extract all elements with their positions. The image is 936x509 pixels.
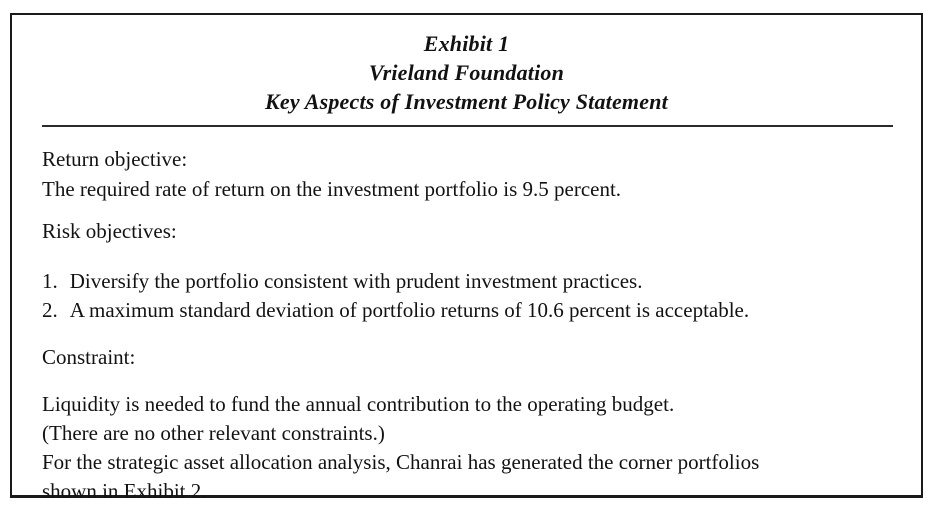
exhibit-title-line-2: Vrieland Foundation (368, 60, 565, 85)
exhibit-title-line-1: Exhibit 1 (423, 31, 510, 56)
constraint-heading: Constraint: (42, 345, 136, 369)
list-item-text: Diversify the portfolio consistent with prudent investment practices. (69, 269, 643, 293)
list-item-text: A maximum standard deviation of portfolio returns of 10.6 percent is acceptable. (69, 298, 750, 322)
exhibit-title (12, 29, 921, 116)
constraint-body (42, 390, 893, 506)
list-item-number: 2. (42, 298, 58, 322)
risk-objectives-heading: Risk objectives: (42, 219, 177, 243)
list-item-number: 1. (42, 269, 58, 293)
return-objective-heading: Return objective: (42, 147, 188, 171)
list-item (42, 296, 893, 325)
return-objective-text: The required rate of return on the investment portfolio is 9.5 percent. (42, 177, 622, 201)
constraint-line: Liquidity is needed to fund the annual contribution to the operating budget. (42, 392, 675, 416)
exhibit-title-line-3: Key Aspects of Investment Policy Statement (265, 89, 668, 114)
exhibit-box (10, 13, 923, 503)
constraint-line: (There are no other relevant constraints.) (42, 421, 385, 445)
risk-objectives-list (42, 267, 893, 325)
title-divider-rule (42, 125, 893, 127)
exhibit-body (12, 144, 921, 506)
constraint-line: shown in Exhibit 2. (42, 479, 207, 503)
list-item (42, 267, 893, 296)
constraint-line: For the strategic asset allocation analysis, Chanrai has generated the corner portfolios (42, 450, 760, 474)
